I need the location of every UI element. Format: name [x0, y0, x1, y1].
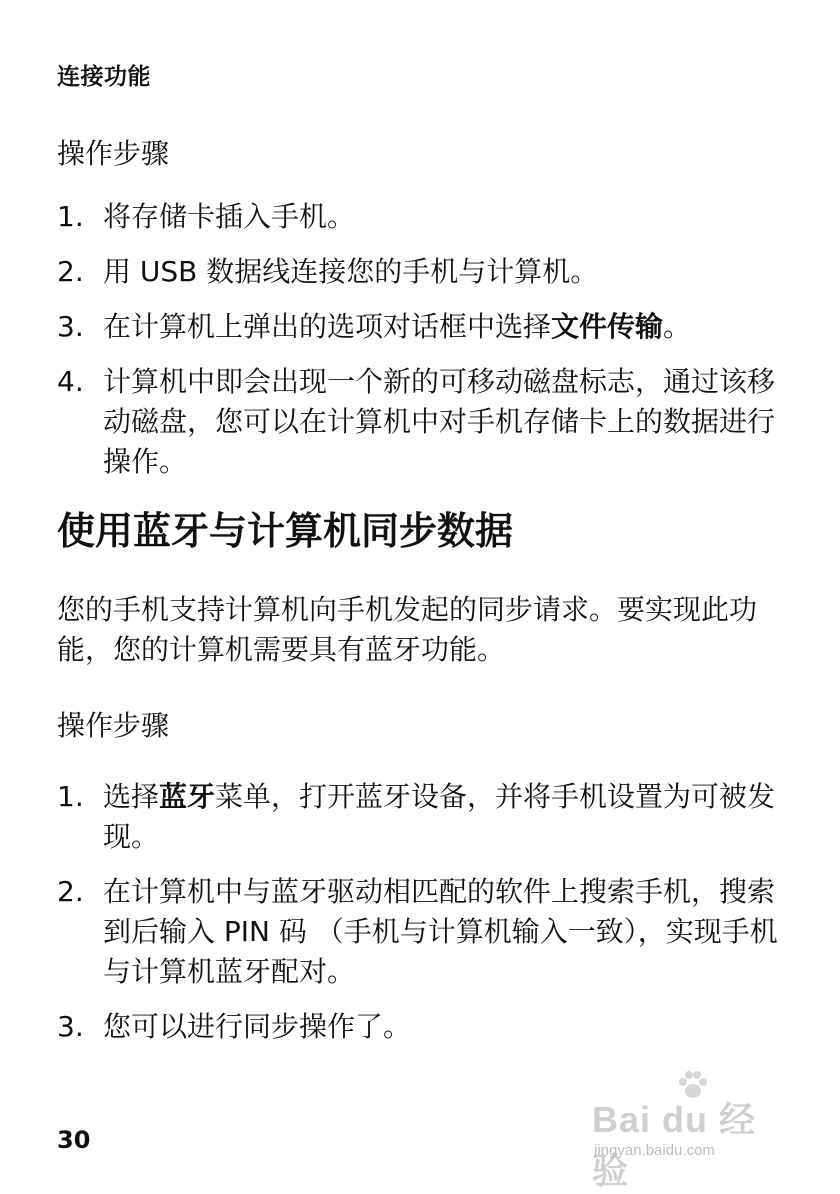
watermark-logo: Bai du 经验 [592, 1099, 757, 1191]
list-item [57, 362, 797, 482]
step-number: 1. [57, 780, 84, 813]
page-number: 30 [57, 1126, 91, 1154]
step-text: 您可以进行同步操作了。 [103, 1010, 412, 1043]
usb-steps-list [57, 197, 797, 497]
intro-paragraph: 您的手机支持计算机向手机发起的同步请求。要实现此功能，您的计算机需要具有蓝牙功能。 [57, 593, 758, 666]
step-text: 将存储卡插入手机。 [103, 200, 356, 233]
list-item [57, 1007, 797, 1047]
step-number: 4. [57, 365, 84, 398]
step-number: 2. [57, 255, 84, 288]
step-text: 在计算机中与蓝牙驱动相匹配的软件上搜索手机，搜索到后输入 PIN 码 （手机与计算机输入一致），实现手机与计算机蓝牙配对。 [103, 875, 778, 988]
step-text: 用 USB 数据线连接您的手机与计算机。 [103, 255, 599, 288]
step-number: 3. [57, 310, 84, 343]
usb-steps-heading: 操作步骤 [57, 137, 170, 170]
step-text-prefix: 在计算机上弹出的选项对话框中选择 [103, 310, 552, 343]
step-number: 2. [57, 875, 84, 908]
bluetooth-steps-list [57, 777, 797, 1062]
file-transfer-option: 文件传输 [551, 310, 664, 343]
step-text-suffix: 菜单，打开蓝牙设备，并将手机设置为可被发现。 [103, 780, 776, 853]
step-text-suffix: 。 [663, 310, 692, 343]
step-text-prefix: 选择 [103, 780, 160, 813]
watermark-url: jingyan.baidu.com [594, 1142, 715, 1159]
list-item [57, 872, 797, 992]
running-head: 连接功能 [57, 64, 151, 90]
step-number: 3. [57, 1010, 84, 1043]
list-item [57, 777, 797, 857]
step-text: 计算机中即会出现一个新的可移动磁盘标志，通过该移动磁盘，您可以在计算机中对手机存储卡上的数据进行操作。 [103, 365, 776, 478]
list-item [57, 307, 797, 347]
baidu-watermark [592, 1068, 792, 1191]
section-title: 使用蓝牙与计算机同步数据 [57, 509, 514, 553]
list-item [57, 197, 797, 237]
step-number: 1. [57, 200, 84, 233]
list-item [57, 252, 797, 292]
bluetooth-menu-name: 蓝牙 [159, 780, 216, 813]
bluetooth-steps-heading: 操作步骤 [57, 709, 170, 742]
